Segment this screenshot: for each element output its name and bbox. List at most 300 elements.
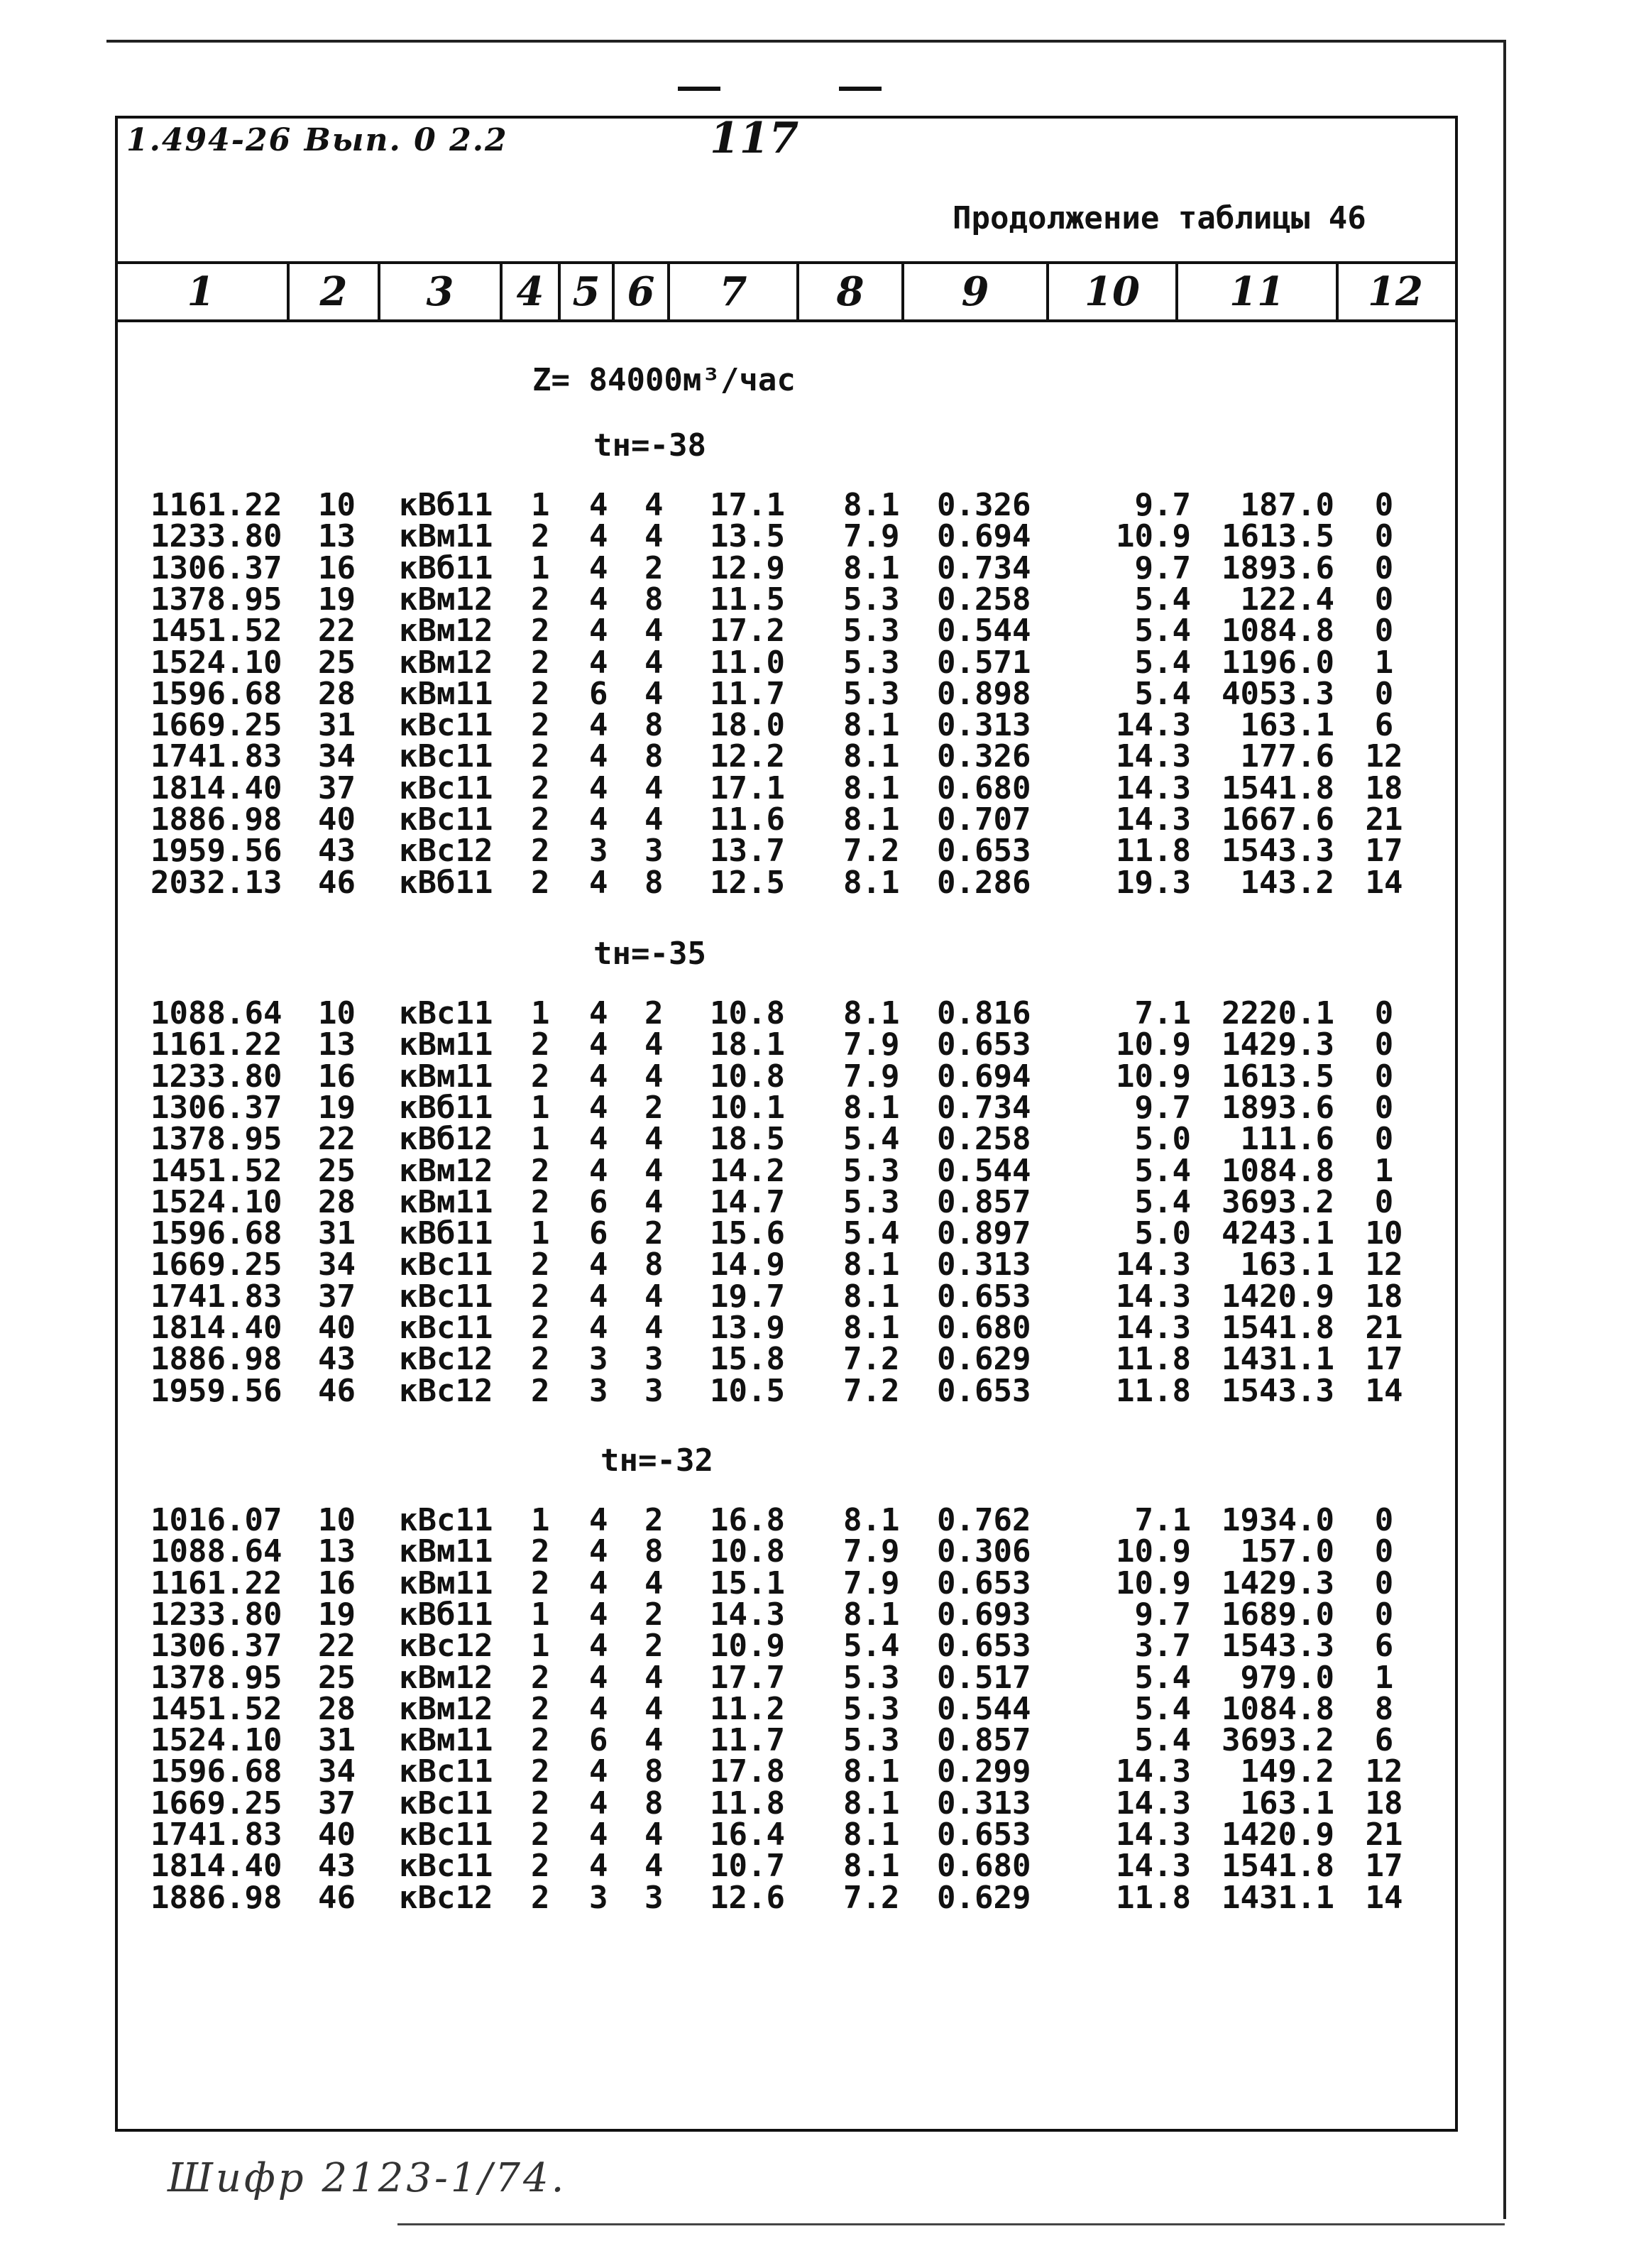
flow-value: 1233.80 — [150, 518, 282, 554]
col11-value: 4053.3 — [1222, 676, 1334, 712]
col5-value: 4 — [589, 1278, 608, 1315]
count-value: 40 — [318, 1310, 356, 1346]
table-row — [0, 1310, 1641, 1346]
unit-type: кВс11 — [399, 1502, 493, 1538]
col12-value: 8 — [1374, 1691, 1394, 1727]
col10-value: 14.3 — [1116, 1278, 1191, 1315]
col8-value: 5.3 — [843, 1722, 900, 1758]
table-row — [0, 1121, 1641, 1157]
col11-value: 187.0 — [1240, 487, 1334, 523]
col5-value: 4 — [589, 1848, 608, 1884]
col6-value: 4 — [644, 1058, 664, 1095]
col9-value: 0.544 — [937, 1153, 1031, 1189]
col7-value: 10.8 — [710, 1058, 785, 1095]
col10-value: 7.1 — [1134, 1502, 1191, 1538]
col9-value: 0.313 — [937, 1785, 1031, 1821]
flow-value: 1451.52 — [150, 1153, 282, 1189]
col12-value: 1 — [1374, 1153, 1394, 1189]
flow-value: 1233.80 — [150, 1596, 282, 1633]
col4-value: 2 — [531, 676, 550, 712]
col5-value: 4 — [589, 550, 608, 586]
unit-type: кВб11 — [399, 1215, 493, 1251]
col4-value: 1 — [531, 995, 550, 1031]
col11-value: 1613.5 — [1222, 1058, 1334, 1095]
unit-type: кВс11 — [399, 1310, 493, 1346]
table-row — [0, 1533, 1641, 1569]
flow-value: 1306.37 — [150, 1090, 282, 1126]
col7-value: 16.8 — [710, 1502, 785, 1538]
count-value: 28 — [318, 676, 356, 712]
col7-value: 11.8 — [710, 1785, 785, 1821]
column-header: 11 — [1178, 264, 1339, 319]
col9-value: 0.693 — [937, 1596, 1031, 1633]
flow-rate-title: Z= 84000м³/час — [532, 362, 796, 398]
col8-value: 5.4 — [843, 1628, 900, 1664]
col5-value: 4 — [589, 1533, 608, 1569]
flow-value: 1669.25 — [150, 1247, 282, 1283]
col4-value: 2 — [531, 1722, 550, 1758]
col9-value: 0.544 — [937, 1691, 1031, 1727]
col12-value: 0 — [1374, 1596, 1394, 1633]
col6-value: 4 — [644, 1848, 664, 1884]
col12-value: 17 — [1365, 1341, 1403, 1377]
col11-value: 1084.8 — [1222, 1691, 1334, 1727]
table-row — [0, 833, 1641, 869]
flow-value: 1524.10 — [150, 1184, 282, 1220]
flow-value: 1669.25 — [150, 707, 282, 743]
col10-value: 14.3 — [1116, 1817, 1191, 1853]
col10-value: 14.3 — [1116, 1247, 1191, 1283]
col12-value: 10 — [1365, 1215, 1403, 1251]
col5-value: 4 — [589, 865, 608, 901]
flow-value: 1596.68 — [150, 1753, 282, 1790]
col8-value: 8.1 — [843, 801, 900, 838]
col6-value: 3 — [644, 1341, 664, 1377]
col6-value: 3 — [644, 1880, 664, 1916]
col4-value: 1 — [531, 1596, 550, 1633]
col10-value: 14.3 — [1116, 1848, 1191, 1884]
col9-value: 0.816 — [937, 995, 1031, 1031]
col9-value: 0.734 — [937, 550, 1031, 586]
count-value: 13 — [318, 518, 356, 554]
flow-value: 1959.56 — [150, 1373, 282, 1409]
unit-type: кВм11 — [399, 1058, 493, 1095]
flow-value: 1741.83 — [150, 1278, 282, 1315]
flow-value: 1814.40 — [150, 1310, 282, 1346]
unit-type: кВм11 — [399, 1026, 493, 1063]
col11-value: 111.6 — [1240, 1121, 1334, 1157]
col6-value: 4 — [644, 1278, 664, 1315]
col9-value: 0.286 — [937, 865, 1031, 901]
col7-value: 14.7 — [710, 1184, 785, 1220]
col9-value: 0.653 — [937, 1373, 1031, 1409]
col12-value: 0 — [1374, 1121, 1394, 1157]
column-header: 8 — [799, 264, 904, 319]
table-row — [0, 1026, 1641, 1063]
flow-value: 1161.22 — [150, 1026, 282, 1063]
count-value: 13 — [318, 1533, 356, 1569]
table-row — [0, 1785, 1641, 1821]
col6-value: 2 — [644, 995, 664, 1031]
count-value: 25 — [318, 1660, 356, 1696]
col5-value: 4 — [589, 1247, 608, 1283]
flow-value: 1741.83 — [150, 738, 282, 774]
page-frame-top — [106, 40, 1505, 43]
col11-value: 1431.1 — [1222, 1341, 1334, 1377]
col5-value: 3 — [589, 1373, 608, 1409]
col11-value: 122.4 — [1240, 581, 1334, 618]
count-value: 19 — [318, 581, 356, 618]
col10-value: 5.0 — [1134, 1215, 1191, 1251]
col10-value: 11.8 — [1116, 1373, 1191, 1409]
count-value: 25 — [318, 1153, 356, 1189]
unit-type: кВс11 — [399, 1247, 493, 1283]
col8-value: 8.1 — [843, 487, 900, 523]
col5-value: 4 — [589, 1058, 608, 1095]
col4-value: 2 — [531, 1533, 550, 1569]
table-row — [0, 1848, 1641, 1884]
count-value: 37 — [318, 1785, 356, 1821]
table-row — [0, 1691, 1641, 1727]
col10-value: 11.8 — [1116, 1880, 1191, 1916]
col9-value: 0.313 — [937, 707, 1031, 743]
table-row — [0, 1184, 1641, 1220]
col5-value: 4 — [589, 1660, 608, 1696]
unit-type: кВс11 — [399, 770, 493, 806]
col4-value: 2 — [531, 1026, 550, 1063]
unit-type: кВм12 — [399, 645, 493, 681]
col12-value: 21 — [1365, 801, 1403, 838]
col12-value: 18 — [1365, 1785, 1403, 1821]
col8-value: 7.2 — [843, 1880, 900, 1916]
col7-value: 10.7 — [710, 1848, 785, 1884]
col4-value: 2 — [531, 1278, 550, 1315]
col7-value: 15.1 — [710, 1565, 785, 1601]
unit-type: кВм11 — [399, 1184, 493, 1220]
col4-value: 2 — [531, 1247, 550, 1283]
col6-value: 4 — [644, 1153, 664, 1189]
col7-value: 13.7 — [710, 833, 785, 869]
col7-value: 11.5 — [710, 581, 785, 618]
col5-value: 3 — [589, 833, 608, 869]
col4-value: 2 — [531, 1660, 550, 1696]
col6-value: 4 — [644, 1026, 664, 1063]
col4-value: 2 — [531, 801, 550, 838]
table-continuation-title: Продолжение таблицы 46 — [953, 200, 1366, 236]
unit-type: кВм12 — [399, 1660, 493, 1696]
col12-value: 0 — [1374, 995, 1394, 1031]
table-row — [0, 867, 1641, 899]
footer-code: Шифр 2123-1/74. — [168, 2155, 567, 2201]
col4-value: 2 — [531, 1785, 550, 1821]
col5-value: 4 — [589, 770, 608, 806]
col7-value: 12.6 — [710, 1880, 785, 1916]
column-header: 9 — [904, 264, 1049, 319]
col10-value: 10.9 — [1116, 1533, 1191, 1569]
col6-value: 2 — [644, 550, 664, 586]
col5-value: 4 — [589, 1628, 608, 1664]
col7-value: 10.8 — [710, 1533, 785, 1569]
count-value: 34 — [318, 738, 356, 774]
col4-value: 2 — [531, 1310, 550, 1346]
count-value: 28 — [318, 1184, 356, 1220]
col11-value: 1667.6 — [1222, 801, 1334, 838]
unit-type: кВс11 — [399, 707, 493, 743]
col8-value: 8.1 — [843, 738, 900, 774]
section-title: tн=-32 — [600, 1442, 713, 1479]
col11-value: 177.6 — [1240, 738, 1334, 774]
count-value: 16 — [318, 550, 356, 586]
col6-value: 8 — [644, 738, 664, 774]
table-row — [0, 1278, 1641, 1315]
col7-value: 17.1 — [710, 487, 785, 523]
col10-value: 14.3 — [1116, 1753, 1191, 1790]
col6-value: 8 — [644, 581, 664, 618]
col9-value: 0.680 — [937, 1848, 1031, 1884]
col6-value: 2 — [644, 1628, 664, 1664]
col8-value: 8.1 — [843, 1502, 900, 1538]
col8-value: 8.1 — [843, 1848, 900, 1884]
table-row — [0, 1215, 1641, 1251]
col4-value: 2 — [531, 707, 550, 743]
col6-value: 8 — [644, 1533, 664, 1569]
column-header: 6 — [615, 264, 670, 319]
col10-value: 14.3 — [1116, 707, 1191, 743]
col12-value: 12 — [1365, 738, 1403, 774]
col12-value: 12 — [1365, 1247, 1403, 1283]
table-row — [0, 801, 1641, 838]
col4-value: 1 — [531, 1121, 550, 1157]
unit-type: кВс11 — [399, 1817, 493, 1853]
col10-value: 14.3 — [1116, 1785, 1191, 1821]
unit-type: кВс11 — [399, 738, 493, 774]
table-row — [0, 1249, 1641, 1281]
col12-value: 21 — [1365, 1817, 1403, 1853]
col12-value: 0 — [1374, 518, 1394, 554]
col8-value: 5.3 — [843, 1153, 900, 1189]
col9-value: 0.629 — [937, 1880, 1031, 1916]
col6-value: 2 — [644, 1596, 664, 1633]
col4-value: 2 — [531, 770, 550, 806]
unit-type: кВб12 — [399, 1121, 493, 1157]
col5-value: 4 — [589, 581, 608, 618]
flow-value: 2032.13 — [150, 865, 282, 901]
col7-value: 12.5 — [710, 865, 785, 901]
unit-type: кВс11 — [399, 995, 493, 1031]
col5-value: 4 — [589, 1785, 608, 1821]
col7-value: 10.9 — [710, 1628, 785, 1664]
count-value: 43 — [318, 833, 356, 869]
col12-value: 0 — [1374, 581, 1394, 618]
col12-value: 0 — [1374, 1184, 1394, 1220]
col6-value: 8 — [644, 1753, 664, 1790]
table-row — [0, 1565, 1641, 1601]
col11-value: 1541.8 — [1222, 770, 1334, 806]
col6-value: 8 — [644, 865, 664, 901]
col4-value: 2 — [531, 1753, 550, 1790]
table-row — [0, 487, 1641, 523]
col5-value: 4 — [589, 1753, 608, 1790]
col10-value: 9.7 — [1134, 1090, 1191, 1126]
col7-value: 19.7 — [710, 1278, 785, 1315]
flow-value: 1524.10 — [150, 645, 282, 681]
col9-value: 0.653 — [937, 1817, 1031, 1853]
table-row — [0, 1722, 1641, 1758]
col12-value: 14 — [1365, 1880, 1403, 1916]
count-value: 40 — [318, 1817, 356, 1853]
col11-value: 1420.9 — [1222, 1278, 1334, 1315]
col11-value: 1934.0 — [1222, 1502, 1334, 1538]
top-dash-left — [678, 87, 720, 91]
col6-value: 2 — [644, 1502, 664, 1538]
col12-value: 0 — [1374, 613, 1394, 649]
unit-type: кВб11 — [399, 1090, 493, 1126]
count-value: 13 — [318, 1026, 356, 1063]
col4-value: 2 — [531, 1848, 550, 1884]
col8-value: 5.3 — [843, 613, 900, 649]
col8-value: 8.1 — [843, 1785, 900, 1821]
col9-value: 0.680 — [937, 770, 1031, 806]
col5-value: 4 — [589, 1691, 608, 1727]
col4-value: 2 — [531, 1373, 550, 1409]
col12-value: 0 — [1374, 1533, 1394, 1569]
unit-type: кВм11 — [399, 1533, 493, 1569]
col11-value: 1613.5 — [1222, 518, 1334, 554]
col9-value: 0.694 — [937, 1058, 1031, 1095]
col11-value: 2220.1 — [1222, 995, 1334, 1031]
col12-value: 6 — [1374, 1722, 1394, 1758]
col8-value: 7.9 — [843, 518, 900, 554]
col8-value: 8.1 — [843, 1278, 900, 1315]
col4-value: 2 — [531, 518, 550, 554]
col12-value: 0 — [1374, 1026, 1394, 1063]
col5-value: 4 — [589, 738, 608, 774]
unit-type: кВс12 — [399, 833, 493, 869]
count-value: 46 — [318, 1880, 356, 1916]
col6-value: 3 — [644, 1373, 664, 1409]
col6-value: 4 — [644, 1660, 664, 1696]
document-reference: 1.494-26 Вып. 0 2.2 — [126, 122, 508, 158]
col12-value: 21 — [1365, 1310, 1403, 1346]
col9-value: 0.734 — [937, 1090, 1031, 1126]
unit-type: кВм11 — [399, 518, 493, 554]
column-header-row — [115, 261, 1458, 322]
col9-value: 0.857 — [937, 1722, 1031, 1758]
col10-value: 5.4 — [1134, 645, 1191, 681]
table-row — [0, 738, 1641, 774]
section-title: tн=-35 — [593, 936, 706, 972]
column-header: 12 — [1368, 268, 1423, 315]
col9-value: 0.680 — [937, 1310, 1031, 1346]
flow-value: 1451.52 — [150, 613, 282, 649]
col10-value: 5.4 — [1134, 1184, 1191, 1220]
unit-type: кВб11 — [399, 1596, 493, 1633]
count-value: 19 — [318, 1090, 356, 1126]
flow-value: 1088.64 — [150, 1533, 282, 1569]
table-row — [0, 1092, 1641, 1124]
col5-value: 6 — [589, 1722, 608, 1758]
unit-type: кВм12 — [399, 1153, 493, 1189]
col9-value: 0.653 — [937, 1278, 1031, 1315]
col5-value: 6 — [589, 1184, 608, 1220]
col11-value: 1543.3 — [1222, 1373, 1334, 1409]
table-row — [0, 676, 1641, 712]
col7-value: 15.6 — [710, 1215, 785, 1251]
col10-value: 5.4 — [1134, 1660, 1191, 1696]
col4-value: 2 — [531, 1184, 550, 1220]
flow-value: 1886.98 — [150, 1341, 282, 1377]
flow-value: 1161.22 — [150, 487, 282, 523]
count-value: 16 — [318, 1565, 356, 1601]
table-row — [0, 1153, 1641, 1189]
unit-type: кВб11 — [399, 865, 493, 901]
col12-value: 0 — [1374, 1090, 1394, 1126]
col4-value: 2 — [531, 1880, 550, 1916]
col11-value: 1429.3 — [1222, 1026, 1334, 1063]
col7-value: 11.0 — [710, 645, 785, 681]
col10-value: 9.7 — [1134, 487, 1191, 523]
col5-value: 4 — [589, 613, 608, 649]
flow-value: 1451.52 — [150, 1691, 282, 1727]
col10-value: 11.8 — [1116, 833, 1191, 869]
col11-value: 149.2 — [1240, 1753, 1334, 1790]
table-row — [0, 1341, 1641, 1377]
col7-value: 17.7 — [710, 1660, 785, 1696]
count-value: 34 — [318, 1247, 356, 1283]
col8-value: 8.1 — [843, 1310, 900, 1346]
unit-type: кВм11 — [399, 1722, 493, 1758]
col9-value: 0.299 — [937, 1753, 1031, 1790]
unit-type: кВс11 — [399, 1785, 493, 1821]
col7-value: 14.2 — [710, 1153, 785, 1189]
col8-value: 5.4 — [843, 1215, 900, 1251]
col5-value: 4 — [589, 995, 608, 1031]
unit-type: кВм12 — [399, 581, 493, 618]
col7-value: 18.1 — [710, 1026, 785, 1063]
col11-value: 157.0 — [1240, 1533, 1334, 1569]
page-number: 117 — [710, 114, 799, 163]
count-value: 46 — [318, 865, 356, 901]
col7-value: 13.9 — [710, 1310, 785, 1346]
col10-value: 10.9 — [1116, 1026, 1191, 1063]
col10-value: 14.3 — [1116, 1310, 1191, 1346]
col8-value: 7.9 — [843, 1565, 900, 1601]
col6-value: 2 — [644, 1215, 664, 1251]
col9-value: 0.571 — [937, 645, 1031, 681]
col8-value: 7.2 — [843, 833, 900, 869]
flow-value: 1378.95 — [150, 1660, 282, 1696]
col5-value: 4 — [589, 1090, 608, 1126]
table-row — [0, 518, 1641, 554]
col5-value: 4 — [589, 1310, 608, 1346]
table-row — [0, 1662, 1641, 1694]
col11-value: 1893.6 — [1222, 1090, 1334, 1126]
col11-value: 1893.6 — [1222, 550, 1334, 586]
col4-value: 1 — [531, 550, 550, 586]
col11-value: 1541.8 — [1222, 1848, 1334, 1884]
col8-value: 8.1 — [843, 707, 900, 743]
count-value: 19 — [318, 1596, 356, 1633]
page-frame-bottom — [397, 2223, 1505, 2225]
col4-value: 2 — [531, 1817, 550, 1853]
col4-value: 2 — [531, 613, 550, 649]
col8-value: 5.3 — [843, 581, 900, 618]
col11-value: 1420.9 — [1222, 1817, 1334, 1853]
col9-value: 0.258 — [937, 1121, 1031, 1157]
count-value: 31 — [318, 707, 356, 743]
col7-value: 14.9 — [710, 1247, 785, 1283]
col7-value: 10.1 — [710, 1090, 785, 1126]
